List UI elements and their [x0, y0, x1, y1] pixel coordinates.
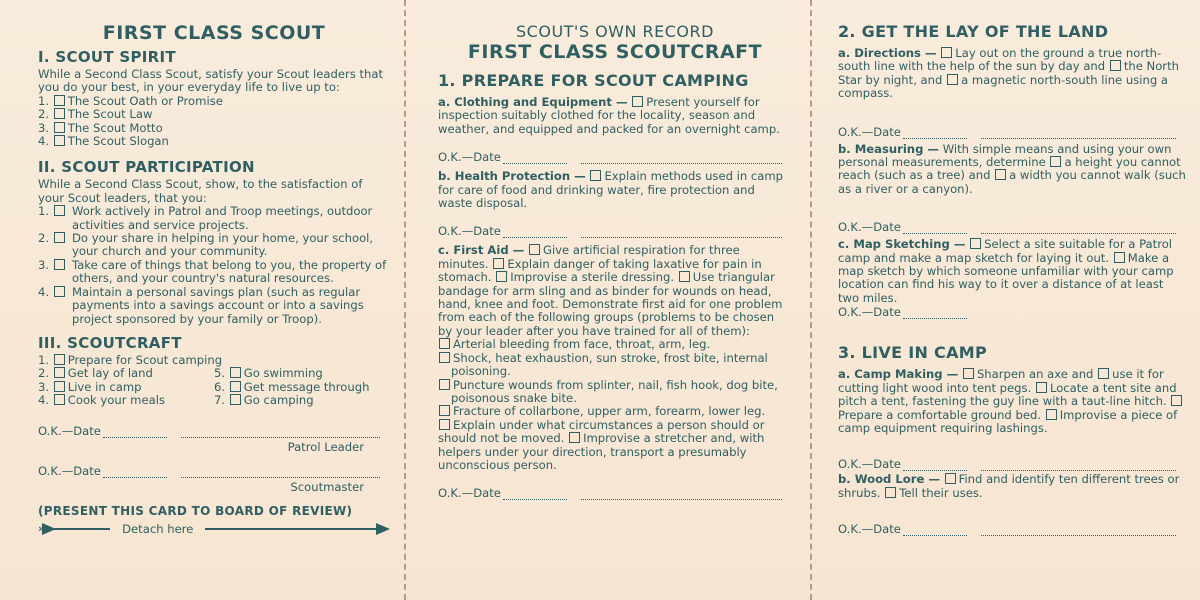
scoutcraft-item: 7. Go camping [214, 393, 314, 408]
clothing-equipment-item: a. Clothing and Equipment — Present yourself for inspection suitably clothed for the locality, season and weather, and equipped and packed for an overnight camp. [438, 95, 780, 136]
date-field[interactable] [903, 525, 967, 536]
panel-title: FIRST CLASS SCOUT [102, 22, 326, 44]
scoutcraft-item: 1. Prepare for Scout camping [38, 352, 223, 367]
date-field[interactable] [903, 128, 967, 139]
list-item: 2. The Scout Law [38, 107, 153, 122]
prepare-camping-heading: 1. PREPARE FOR SCOUT CAMPING [438, 71, 749, 90]
date-field[interactable] [503, 153, 567, 164]
first-aid-item: c. First Aid — Give artificial respiration for three minutes. Explain danger of taking laxative for pain in stomach. Improvise a sterile dressing. Use triangular bandage for arm sling and as binder for wounds on head, hand, knee and foot. Demonstrate first aid for one problem from each of the following groups (problems to be chosen by your leader after you have trained for all of them): [438, 243, 783, 338]
ok-date-line: O.K.—Date [838, 305, 1186, 319]
first-class-scout-panel [0, 0, 404, 600]
list-item: 3. Take care of things that belong to you, the property of others, and your country's natural resources. [38, 257, 387, 286]
camp-making-item: a. Camp Making — Sharpen an axe and use it for cutting light wood into tent pegs. Locate a tent site and pitch a tent, fastening the guy line with a taut-line hitch. Prepare a comfortable ground bed. Improvise a piece of camp equipment requiring lashings. [838, 368, 1186, 435]
list-item: 2. Do your share in helping in your home, your school, your church and your community. [38, 231, 374, 259]
scout-participation-list [38, 205, 390, 326]
checkbox[interactable] [947, 74, 958, 85]
ok-date-line: O.K.—Date [838, 220, 1186, 234]
checkbox[interactable] [54, 122, 65, 133]
checkbox[interactable] [995, 169, 1006, 180]
checkbox[interactable] [1036, 382, 1047, 393]
checkbox[interactable] [54, 286, 65, 297]
checkbox[interactable] [1098, 368, 1109, 379]
checkbox[interactable] [1050, 156, 1061, 167]
date-field[interactable] [103, 427, 167, 438]
ok-date-line: O.K.—Date [838, 125, 1186, 139]
checkbox[interactable] [439, 419, 450, 430]
date-field[interactable] [903, 223, 967, 234]
ok-date-line: O.K.—Date [838, 457, 1186, 471]
checkbox[interactable] [493, 258, 504, 269]
checkbox[interactable] [54, 108, 65, 119]
scout-participation-intro: While a Second Class Scout, show, to the satisfaction of your Scout leaders, that you: [38, 177, 363, 205]
scout-spirit-list [38, 95, 390, 149]
checkbox[interactable] [230, 394, 241, 405]
date-field[interactable] [103, 467, 167, 478]
detach-here-label: Detach here [122, 521, 194, 536]
scoutcraft-item: 2. Get lay of land [38, 366, 153, 381]
checkbox[interactable] [54, 259, 65, 270]
checkbox[interactable] [54, 381, 65, 392]
checkbox[interactable] [54, 394, 65, 405]
checkbox[interactable] [1046, 409, 1057, 420]
list-item: 4. Maintain a personal savings plan (such as regular payments into a savings account or into a savings project sponsored by your family or Troop). [38, 284, 364, 326]
list-item: 3. The Scout Motto [38, 120, 163, 135]
checkbox[interactable] [569, 432, 580, 443]
checkbox[interactable] [54, 95, 65, 106]
checkbox[interactable] [1110, 60, 1121, 71]
scout-spirit-heading: I. SCOUT SPIRIT [38, 48, 176, 66]
checkbox[interactable] [941, 47, 952, 58]
signature-field[interactable] [981, 223, 1176, 234]
checkbox[interactable] [679, 271, 690, 282]
ok-date-line: O.K.—Date [38, 464, 390, 478]
first-aid-group: Fracture of collarbone, upper arm, forearm, lower leg. [438, 405, 792, 418]
date-field[interactable] [503, 227, 567, 238]
arrow-line [205, 528, 378, 530]
signature-field[interactable] [981, 525, 1176, 536]
arrow-right-icon [376, 523, 390, 535]
scout-spirit-intro: While a Second Class Scout, satisfy your Scout leaders that you do your best, in your everyday life to live up to: [38, 67, 384, 95]
scouts-own-record-heading: SCOUT'S OWN RECORD [516, 22, 714, 41]
arrow-line [54, 528, 110, 530]
scoutcraft-grid [38, 367, 390, 407]
scoutcraft-item: 3. Live in camp [38, 379, 142, 394]
signature-field[interactable] [581, 489, 782, 500]
scoutmaster-label: Scoutmaster [290, 479, 364, 494]
checkbox[interactable] [496, 271, 507, 282]
date-field[interactable] [503, 489, 567, 500]
checkbox[interactable] [439, 379, 450, 390]
checkbox[interactable] [230, 367, 241, 378]
wood-lore-item: b. Wood Lore — Find and identify ten different trees or shrubs. Tell their uses. [838, 472, 1180, 500]
list-item: 4. The Scout Slogan [38, 134, 169, 149]
checkbox[interactable] [54, 354, 65, 365]
signature-field[interactable] [181, 427, 380, 438]
scoutcraft-panel [406, 0, 810, 600]
signature-field[interactable] [581, 227, 782, 238]
ok-date-line: O.K.—Date [438, 150, 792, 164]
scoutcraft-item: 5. Go swimming [214, 366, 323, 381]
checkbox[interactable] [54, 367, 65, 378]
patrol-leader-label: Patrol Leader [287, 439, 364, 454]
first-aid-group: Shock, heat exhaustion, sun stroke, frost bite, internal poisoning. [438, 352, 792, 379]
date-field[interactable] [903, 460, 967, 471]
lay-of-land-heading: 2. GET THE LAY OF THE LAND [838, 22, 1109, 41]
list-item: 1. Work actively in Patrol and Troop meetings, outdoor activities and service projects. [38, 204, 373, 232]
checkbox[interactable] [970, 238, 981, 249]
checkbox[interactable] [439, 338, 450, 349]
live-in-camp-heading: 3. LIVE IN CAMP [838, 343, 987, 363]
checkbox[interactable] [1171, 395, 1182, 406]
list-item: 1. The Scout Oath or Promise [38, 93, 223, 108]
checkbox[interactable] [945, 473, 956, 484]
signature-field[interactable] [981, 460, 1176, 471]
checkbox[interactable] [632, 96, 643, 107]
scoutcraft-heading: III. SCOUTCRAFT [38, 333, 182, 352]
first-aid-group: Arterial bleeding from face, throat, arm, leg. [438, 338, 792, 351]
checkbox[interactable] [230, 381, 241, 392]
present-card-notice: (PRESENT THIS CARD TO BOARD OF REVIEW) [38, 503, 353, 518]
checkbox[interactable] [963, 368, 974, 379]
detach-here-line[interactable] [38, 522, 390, 536]
health-protection-item: b. Health Protection — Explain methods used in camp for care of food and drinking water, fire protection and waste disposal. [438, 169, 784, 211]
panel-title: FIRST CLASS SCOUTCRAFT [467, 41, 763, 63]
first-aid-group: Puncture wounds from splinter, nail, fish hook, dog bite, poisonous snake bite. [438, 379, 792, 406]
scoutcraft-item: 4. Cook your meals [38, 393, 165, 408]
directions-item: a. Directions — Lay out on the ground a true north-south line with the help of the sun by day and the North Star by night, and a magnetic north-south line using a compass. [838, 46, 1179, 101]
scoutcraft-item: 6. Get message through [214, 379, 370, 394]
arrow-tail-icon: » [38, 522, 46, 536]
date-field[interactable] [903, 308, 967, 319]
measuring-item: b. Measuring — With simple means and using your own personal measurements, determine a height you cannot reach (such as a tree) and a width you cannot walk (such as a river or a canyon). [838, 141, 1186, 196]
checkbox[interactable] [439, 405, 450, 416]
signature-field[interactable] [181, 467, 380, 478]
checkbox[interactable] [529, 244, 540, 255]
signature-field[interactable] [581, 153, 782, 164]
scout-participation-heading: II. SCOUT PARTICIPATION [38, 158, 255, 177]
ok-date-line: O.K.—Date [438, 486, 792, 500]
ok-date-line: O.K.—Date [38, 424, 390, 438]
lay-of-land-panel [812, 0, 1200, 600]
checkbox[interactable] [1114, 252, 1125, 263]
signature-field[interactable] [981, 128, 1176, 139]
checkbox[interactable] [54, 135, 65, 146]
checkbox[interactable] [590, 170, 601, 181]
ok-date-line: O.K.—Date [838, 522, 1186, 536]
checkbox[interactable] [885, 487, 896, 498]
first-aid-item-continued: Explain under what circumstances a person should or should not be moved. Improvise a stretcher and, with helpers under your direction, transport a presumably unconscious person. [438, 417, 765, 472]
checkbox[interactable] [439, 352, 450, 363]
checkbox[interactable] [54, 232, 65, 243]
ok-date-line: O.K.—Date [438, 224, 792, 238]
checkbox[interactable] [54, 205, 65, 216]
map-sketching-item: c. Map Sketching — Select a site suitable for a Patrol camp and make a map sketch for laying it out. Make a map sketch by which someone unfamiliar with your camp location can find his way to it over a distance of at least two miles. [838, 237, 1174, 305]
